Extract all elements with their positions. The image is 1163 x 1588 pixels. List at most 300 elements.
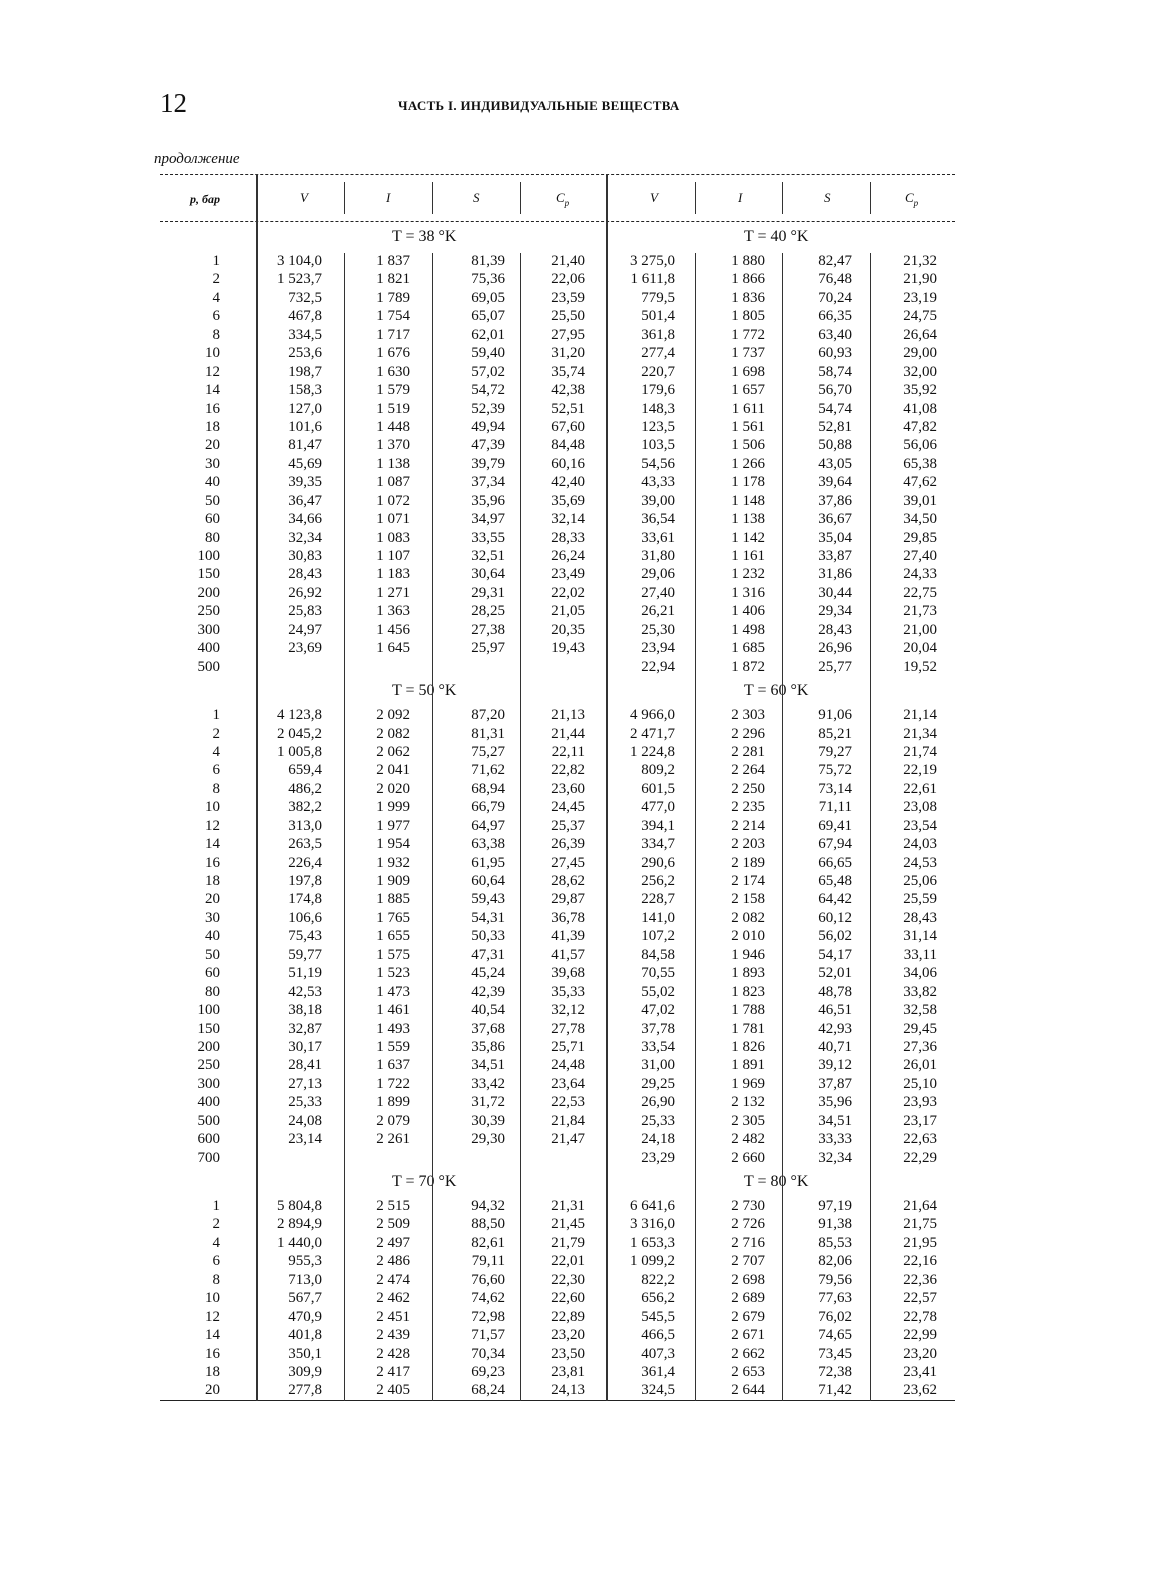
table-row [160,307,955,325]
cell-i-left: 1 087 [376,474,410,491]
cell-i-right: 1 266 [731,455,765,472]
cell-s-right: 63,40 [818,326,852,343]
cell-v-right: 47,02 [641,1002,675,1019]
cell-cp-left: 36,78 [551,909,585,926]
cell-v-left: 713,0 [288,1271,322,1288]
cell-i-left: 2 474 [376,1271,410,1288]
cell-cp-right: 22,36 [903,1271,937,1288]
cell-cp-right: 22,16 [903,1253,937,1270]
cell-s-right: 33,87 [818,548,852,564]
header-i-left: I [386,190,391,205]
cell-cp-right: 20,04 [903,640,937,657]
cell-s-right: 71,42 [818,1382,852,1399]
table-row [160,1308,955,1326]
cell-v-right: 148,3 [641,400,675,417]
cell-i-left: 1 637 [376,1057,410,1074]
cell-i-right: 1 506 [731,437,765,454]
cell-s-left: 35,96 [471,492,505,509]
cell-v-right: 545,5 [641,1308,675,1325]
cell-i-left: 1 370 [376,437,410,454]
table-row [160,529,955,547]
cell-cp-left: 20,35 [551,621,585,638]
cell-s-right: 66,65 [818,854,852,871]
cell-cp-left: 19,43 [551,640,585,657]
cell-pressure: 200 [197,1038,220,1055]
cell-cp-left: 21,45 [551,1216,585,1233]
cell-pressure: 14 [205,382,220,399]
cell-v-left: 486,2 [288,780,322,797]
cell-s-left: 75,36 [471,271,505,288]
cell-cp-right: 22,75 [903,584,937,601]
cell-cp-left: 22,89 [551,1308,585,1325]
cell-s-right: 37,87 [818,1075,852,1092]
cell-i-left: 1 456 [376,621,410,638]
cell-cp-right: 47,62 [903,474,937,491]
block-title-right: T = 80 °K [744,1173,809,1190]
cell-s-left: 33,42 [471,1075,505,1092]
cell-s-left: 69,05 [471,289,505,306]
table-row [160,1130,955,1148]
cell-v-right: 361,4 [641,1363,675,1380]
table-row [160,639,955,657]
cell-cp-right: 25,06 [903,873,937,889]
cell-i-right: 2 296 [731,725,765,742]
cell-v-right: 36,54 [641,511,675,528]
table-row [160,706,955,724]
cell-cp-right: 23,54 [903,817,937,834]
cell-s-right: 37,86 [818,492,852,509]
cell-v-left: 32,87 [288,1020,322,1037]
cell-v-right: 256,2 [641,873,675,889]
cell-s-left: 82,61 [471,1234,505,1251]
cell-v-left: 25,33 [288,1094,322,1111]
header-cp-left-main: C [556,190,565,205]
cell-v-right: 477,0 [641,799,675,816]
cell-i-left: 2 497 [376,1234,410,1251]
table-row [160,602,955,620]
cell-cp-left: 23,81 [551,1363,585,1380]
table-row [160,798,955,816]
cell-i-right: 2 189 [731,854,765,871]
cell-cp-right: 21,90 [903,271,937,288]
cell-pressure: 16 [205,854,220,871]
table-row [160,1001,955,1019]
cell-s-left: 71,57 [471,1327,505,1344]
cell-v-left: 106,6 [288,909,322,926]
cell-i-right: 2 689 [731,1290,765,1307]
cell-v-left: 36,47 [288,492,322,509]
cell-v-right: 179,6 [641,382,675,399]
cell-pressure: 14 [205,836,220,853]
cell-v-right: 54,56 [641,455,675,472]
cell-i-right: 2 235 [731,799,765,816]
table-row [160,1215,955,1233]
cell-cp-left: 39,68 [551,965,585,982]
cell-i-right: 2 679 [731,1308,765,1325]
cell-v-left: 567,7 [288,1290,322,1307]
table-row [160,1075,955,1093]
cell-s-right: 71,11 [818,799,852,816]
cell-pressure: 20 [205,1382,220,1399]
cell-pressure: 100 [197,548,220,564]
cell-i-right: 1 836 [731,289,765,306]
cell-pressure: 4 [212,1234,220,1251]
cell-v-left: 24,08 [288,1112,322,1129]
cell-i-right: 1 657 [731,382,765,399]
cell-v-left: 25,83 [288,603,322,620]
cell-i-left: 1 885 [376,891,410,908]
cell-s-right: 82,06 [818,1253,852,1270]
cell-v-left: 32,34 [288,529,322,546]
cell-cp-right: 26,64 [903,326,937,343]
cell-pressure: 8 [212,780,220,797]
cell-i-right: 2 082 [731,909,765,926]
cell-s-left: 69,23 [471,1363,505,1380]
cell-v-left: 5 804,8 [277,1198,322,1214]
cell-i-right: 1 561 [731,418,765,435]
block-title-row [160,1167,955,1197]
cell-cp-right: 32,58 [903,1002,937,1019]
cell-v-right: 84,58 [641,946,675,963]
cell-v-right: 33,61 [641,529,675,546]
table-body [160,222,955,1400]
cell-s-right: 42,93 [818,1020,852,1037]
cell-i-left: 1 655 [376,928,410,945]
cell-v-left: 2 894,9 [277,1216,322,1233]
cell-i-right: 2 010 [731,928,765,945]
cell-v-left: 955,3 [288,1253,322,1270]
cell-s-left: 64,97 [471,817,505,834]
cell-cp-right: 29,00 [903,345,937,362]
table-row [160,817,955,835]
cell-v-right: 3 316,0 [630,1216,675,1233]
cell-i-left: 2 261 [376,1131,410,1148]
cell-pressure: 250 [197,1057,220,1074]
cell-s-left: 61,95 [471,854,505,871]
cell-cp-right: 28,43 [903,909,937,926]
header-divider-1 [344,182,345,214]
cell-pressure: 2 [212,271,220,288]
cell-cp-left: 35,74 [551,363,585,380]
cell-cp-left: 28,62 [551,873,585,889]
table-row [160,1289,955,1307]
cell-v-right: 779,5 [641,289,675,306]
cell-v-left: 28,43 [288,566,322,583]
cell-cp-right: 22,63 [903,1131,937,1148]
cell-v-left: 659,4 [288,762,322,779]
cell-i-right: 1 946 [731,946,765,963]
cell-pressure: 6 [212,762,220,779]
cell-i-left: 1 071 [376,511,410,528]
table-row [160,565,955,583]
cell-cp-left: 22,82 [551,762,585,779]
cell-v-right: 501,4 [641,308,675,325]
cell-s-left: 35,86 [471,1038,505,1055]
table-row [160,983,955,1001]
cell-cp-right: 24,75 [903,308,937,325]
cell-i-right: 1 161 [731,548,765,564]
cell-s-right: 54,17 [818,946,852,963]
cell-i-right: 2 730 [731,1198,765,1214]
cell-i-right: 2 303 [731,707,765,724]
cell-s-left: 76,60 [471,1271,505,1288]
cell-s-left: 62,01 [471,326,505,343]
cell-cp-right: 29,85 [903,529,937,546]
cell-i-right: 2 671 [731,1327,765,1344]
cell-s-left: 59,43 [471,891,505,908]
column-divider [870,253,871,1401]
block-title-right: T = 60 °K [744,682,809,700]
table-row [160,1326,955,1344]
cell-v-left: 350,1 [288,1345,322,1362]
cell-v-right: 39,00 [641,492,675,509]
cell-s-left: 31,72 [471,1094,505,1111]
cell-cp-left: 25,71 [551,1038,585,1055]
cell-cp-left: 28,33 [551,529,585,546]
cell-s-right: 50,88 [818,437,852,454]
cell-pressure: 1 [212,253,220,269]
header-divider-4 [695,182,696,214]
cell-i-left: 1 932 [376,854,410,871]
cell-s-right: 60,93 [818,345,852,362]
cell-pressure: 50 [205,946,220,963]
cell-s-right: 35,96 [818,1094,852,1111]
table-row [160,743,955,761]
cell-v-right: 31,00 [641,1057,675,1074]
cell-pressure: 2 [212,725,220,742]
cell-s-right: 67,94 [818,836,852,853]
cell-v-right: 334,7 [641,836,675,853]
cell-i-left: 1 183 [376,566,410,583]
cell-s-right: 70,24 [818,289,852,306]
cell-i-right: 1 178 [731,474,765,491]
cell-v-left: 470,9 [288,1308,322,1325]
cell-i-left: 2 417 [376,1363,410,1380]
cell-v-right: 407,3 [641,1345,675,1362]
table-row [160,289,955,307]
cell-v-right: 1 653,3 [630,1234,675,1251]
cell-s-left: 60,64 [471,873,505,889]
header-s-left: S [473,190,480,205]
cell-cp-right: 21,74 [903,743,937,760]
cell-pressure: 16 [205,400,220,417]
cell-cp-left: 21,47 [551,1131,585,1148]
cell-cp-right: 34,50 [903,511,937,528]
cell-cp-right: 23,20 [903,1345,937,1362]
cell-cp-right: 22,61 [903,780,937,797]
cell-s-right: 46,51 [818,1002,852,1019]
cell-cp-left: 31,20 [551,345,585,362]
cell-s-right: 52,81 [818,418,852,435]
cell-s-right: 75,72 [818,762,852,779]
cell-v-left: 28,41 [288,1057,322,1074]
cell-cp-left: 22,06 [551,271,585,288]
cell-cp-right: 32,00 [903,363,937,380]
cell-pressure: 100 [197,1002,220,1019]
cell-i-right: 2 174 [731,873,765,889]
cell-v-right: 361,8 [641,326,675,343]
cell-v-right: 27,40 [641,584,675,601]
cell-v-left: 23,14 [288,1131,322,1148]
table-row [160,1234,955,1252]
cell-i-left: 2 509 [376,1216,410,1233]
cell-cp-left: 22,60 [551,1290,585,1307]
cell-i-right: 2 660 [731,1149,765,1166]
table-row [160,890,955,908]
cell-v-left: 23,69 [288,640,322,657]
cell-cp-left: 23,60 [551,780,585,797]
cell-i-left: 1 072 [376,492,410,509]
block-title-left: T = 38 °K [392,228,457,245]
table-row [160,1252,955,1270]
cell-cp-left: 52,51 [551,400,585,417]
cell-v-left: 158,3 [288,382,322,399]
column-divider [520,253,521,1401]
cell-cp-right: 24,33 [903,566,937,583]
cell-pressure: 30 [205,909,220,926]
header-divider-3 [520,182,521,214]
cell-i-left: 1 107 [376,548,410,564]
header-v-right: V [650,190,658,205]
divider-pressure [256,174,258,1401]
cell-i-left: 1 999 [376,799,410,816]
cell-cp-right: 27,40 [903,548,937,564]
cell-cp-right: 21,75 [903,1216,937,1233]
block-title-row [160,676,955,706]
cell-pressure: 40 [205,474,220,491]
cell-cp-left: 27,45 [551,854,585,871]
cell-v-left: 59,77 [288,946,322,963]
cell-pressure: 6 [212,1253,220,1270]
header-i-right: I [738,190,743,205]
cell-cp-left: 26,24 [551,548,585,564]
cell-i-right: 2 698 [731,1271,765,1288]
cell-v-right: 70,55 [641,965,675,982]
cell-pressure: 80 [205,983,220,1000]
cell-v-left: 34,66 [288,511,322,528]
cell-s-left: 65,07 [471,308,505,325]
cell-s-right: 73,14 [818,780,852,797]
cell-cp-left: 32,12 [551,1002,585,1019]
table-row [160,1381,955,1399]
cell-cp-right: 33,11 [903,946,937,963]
cell-s-left: 72,98 [471,1308,505,1325]
cell-i-right: 1 138 [731,511,765,528]
table-row [160,418,955,436]
cell-i-right: 2 264 [731,762,765,779]
cell-v-right: 31,80 [641,548,675,564]
cell-i-left: 1 523 [376,965,410,982]
cell-i-right: 2 158 [731,891,765,908]
cell-i-left: 1 519 [376,400,410,417]
cell-i-right: 1 781 [731,1020,765,1037]
cell-v-right: 809,2 [641,762,675,779]
cell-cp-left: 27,78 [551,1020,585,1037]
cell-i-left: 1 448 [376,418,410,435]
cell-s-left: 54,72 [471,382,505,399]
cell-v-left: 51,19 [288,965,322,982]
cell-cp-right: 21,34 [903,725,937,742]
cell-i-left: 2 041 [376,762,410,779]
cell-cp-right: 29,45 [903,1020,937,1037]
cell-v-left: 26,92 [288,584,322,601]
cell-s-left: 63,38 [471,836,505,853]
cell-v-left: 101,6 [288,418,322,435]
cell-v-right: 29,25 [641,1075,675,1092]
cell-pressure: 700 [197,1149,220,1166]
cell-s-left: 25,97 [471,640,505,657]
table-row [160,1363,955,1381]
header-v-left: V [300,190,308,205]
cell-cp-left: 21,13 [551,707,585,724]
cell-s-left: 39,79 [471,455,505,472]
cell-v-right: 33,54 [641,1038,675,1055]
cell-pressure: 8 [212,1271,220,1288]
cell-v-right: 26,90 [641,1094,675,1111]
cell-i-right: 1 969 [731,1075,765,1092]
cell-pressure: 10 [205,345,220,362]
cell-v-left: 253,6 [288,345,322,362]
cell-i-right: 1 788 [731,1002,765,1019]
header-cp-right-sub: p [913,197,919,208]
header-cp-left-sub: p [564,197,570,208]
cell-cp-left: 22,01 [551,1253,585,1270]
cell-i-right: 1 611 [731,400,765,417]
cell-cp-right: 23,62 [903,1382,937,1399]
cell-s-right: 30,44 [818,584,852,601]
cell-v-right: 103,5 [641,437,675,454]
cell-v-right: 1 224,8 [630,743,675,760]
cell-cp-left: 21,44 [551,725,585,742]
cell-s-left: 32,51 [471,548,505,564]
cell-pressure: 150 [197,566,220,583]
cell-cp-left: 29,87 [551,891,585,908]
cell-s-left: 33,55 [471,529,505,546]
cell-s-left: 37,68 [471,1020,505,1037]
cell-pressure: 2 [212,1216,220,1233]
cell-i-left: 1 821 [376,271,410,288]
cell-cp-left: 25,37 [551,817,585,834]
cell-cp-right: 22,29 [903,1149,937,1166]
cell-s-right: 64,42 [818,891,852,908]
header-pressure: p, бар [190,192,220,206]
header-cp-left [556,190,569,208]
cell-v-right: 601,5 [641,780,675,797]
cell-s-right: 79,56 [818,1271,852,1288]
cell-s-left: 66,79 [471,799,505,816]
cell-v-right: 23,94 [641,640,675,657]
cell-s-right: 79,27 [818,743,852,760]
cell-v-right: 23,29 [641,1149,675,1166]
cell-cp-left: 42,38 [551,382,585,399]
cell-v-right: 2 471,7 [630,725,675,742]
cell-cp-right: 25,59 [903,891,937,908]
cell-cp-left: 22,11 [551,743,585,760]
cell-i-left: 1 473 [376,983,410,1000]
cell-v-right: 822,2 [641,1271,675,1288]
cell-s-right: 74,65 [818,1327,852,1344]
cell-cp-left: 23,50 [551,1345,585,1362]
cell-cp-right: 23,93 [903,1094,937,1111]
cell-cp-right: 65,38 [903,455,937,472]
table-row [160,473,955,491]
cell-v-left: 127,0 [288,400,322,417]
cell-i-left: 1 461 [376,1002,410,1019]
cell-s-right: 35,04 [818,529,852,546]
cell-pressure: 60 [205,965,220,982]
cell-s-right: 31,86 [818,566,852,583]
cell-s-right: 76,48 [818,271,852,288]
